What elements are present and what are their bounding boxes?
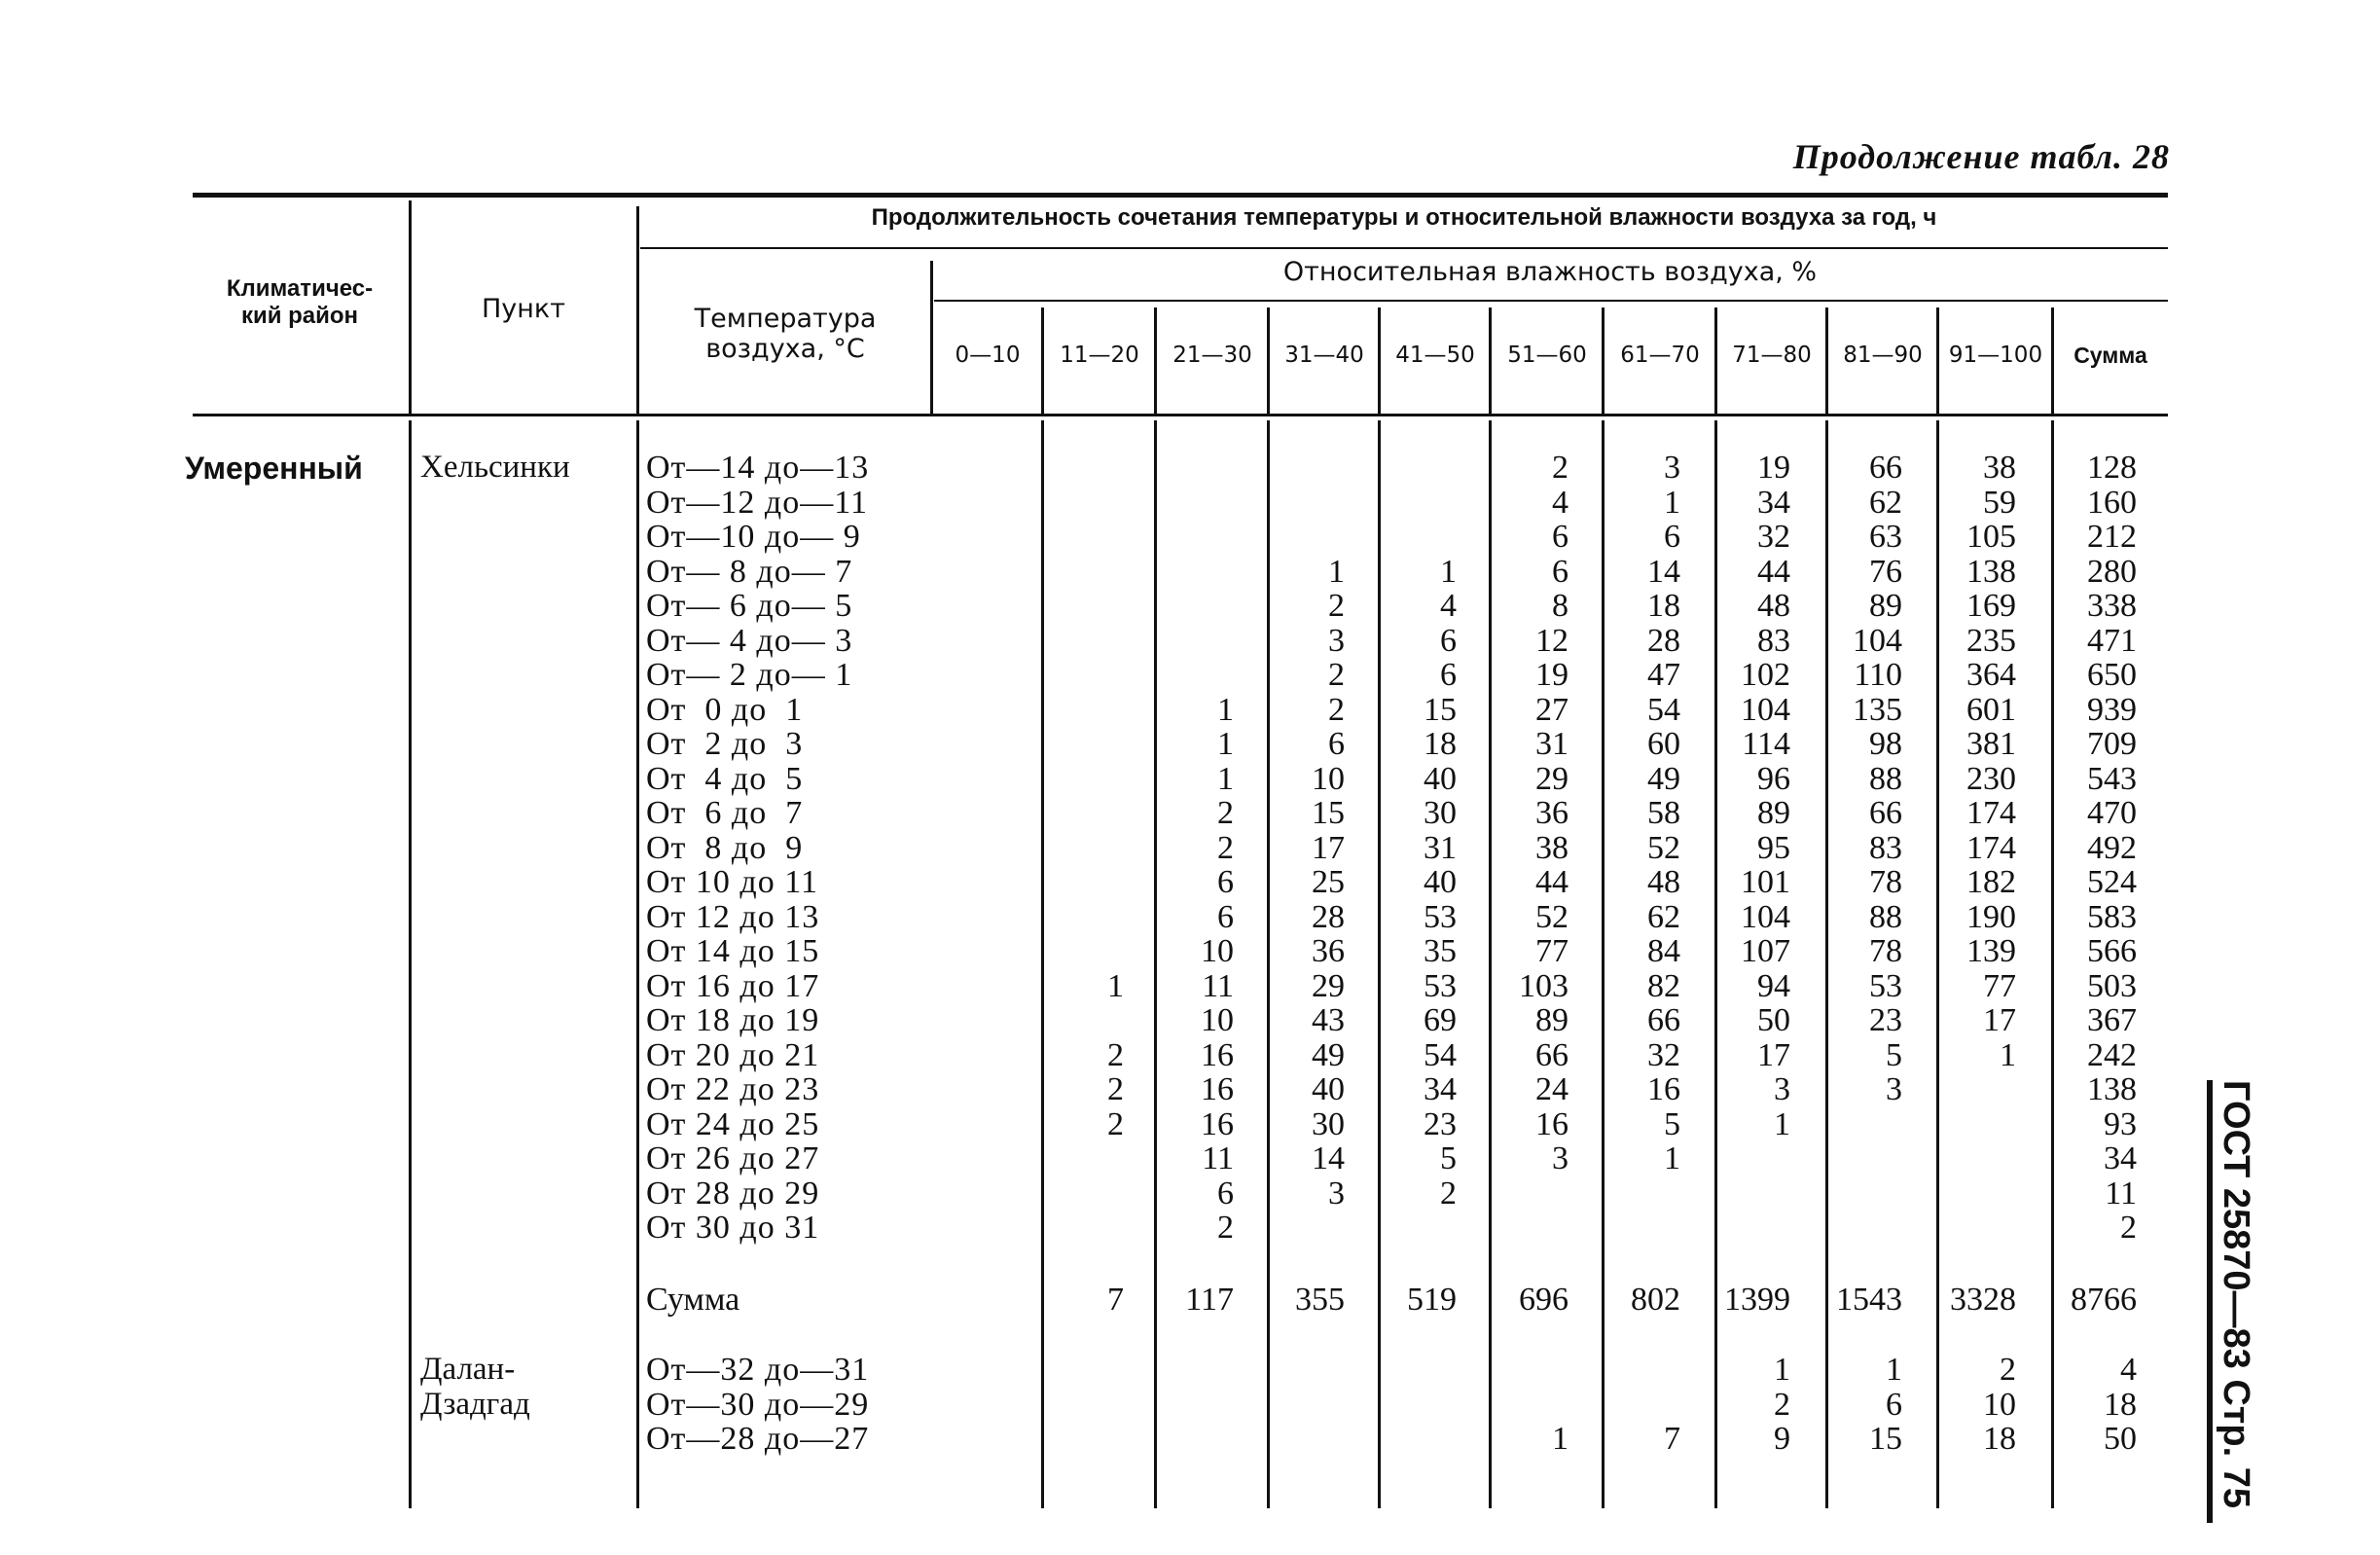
temperature-range: От 22 до 23 xyxy=(646,1071,820,1107)
data-row-cell: 543 xyxy=(2087,760,2137,797)
data-row-cell: 6 xyxy=(1217,1175,1234,1211)
data-row-cell: 10 xyxy=(1201,1002,1234,1038)
data-row-cell: 52 xyxy=(1535,898,1569,935)
data-row-cell: 23 xyxy=(1869,1002,1902,1038)
region-name: Умеренный xyxy=(185,451,363,486)
header-region xyxy=(193,275,407,329)
data-row-cell: 2 xyxy=(2120,1210,2137,1246)
data-row-cell: 4 xyxy=(2120,1352,2137,1388)
data-row-cell: 102 xyxy=(1741,657,1790,693)
data-row-cell: 77 xyxy=(1983,967,2016,1004)
temperature-range: От— 8 до— 7 xyxy=(646,553,853,590)
data-row-cell: 1 xyxy=(1664,484,1680,521)
data-row-cell: 6 xyxy=(1886,1386,1902,1423)
data-row-cell: 25 xyxy=(1312,864,1345,900)
data-row-cell: 101 xyxy=(1741,864,1790,900)
data-row-cell: 30 xyxy=(1312,1105,1345,1142)
header-temperature-line2: воздуха, °С xyxy=(705,334,865,365)
data-row-cell: 1 xyxy=(1217,760,1234,797)
header-column-divider xyxy=(1267,307,1270,414)
data-row-cell: 1 xyxy=(1552,1421,1569,1457)
data-row-cell: 7 xyxy=(1664,1421,1680,1457)
humidity-rule xyxy=(934,300,2168,302)
data-row-cell: 174 xyxy=(1966,795,2016,831)
data-row-cell: 89 xyxy=(1757,795,1790,831)
data-row-cell: 34 xyxy=(1424,1071,1457,1107)
sum-row-cell: 355 xyxy=(1295,1282,1345,1318)
data-row-cell: 135 xyxy=(1853,691,1902,728)
data-row-cell: 53 xyxy=(1869,967,1902,1004)
header-temperature-line1: Температура xyxy=(694,304,877,334)
header-duration: Продолжительность сочетания температуры и относительной влажности воздуха за год, ч xyxy=(871,204,1937,231)
data-row-cell: 15 xyxy=(1424,691,1457,728)
temperature-range: От 12 до 13 xyxy=(646,898,820,935)
data-row-cell: 17 xyxy=(1757,1036,1790,1073)
header-column-divider xyxy=(1154,307,1157,414)
data-row-cell: 3 xyxy=(1552,1140,1569,1176)
temperature-range: От 16 до 17 xyxy=(646,967,820,1004)
temperature-range: От—14 до—13 xyxy=(646,450,870,486)
column-header: 91—100 xyxy=(1948,343,2043,368)
header-column-divider xyxy=(1489,307,1492,414)
data-row-cell: 235 xyxy=(1966,622,2016,659)
data-row-cell: 2 xyxy=(1552,450,1569,486)
data-row-cell: 15 xyxy=(1312,795,1345,831)
data-row-cell: 601 xyxy=(1966,691,2016,728)
column-header: 61—70 xyxy=(1620,343,1700,368)
data-row-cell: 88 xyxy=(1869,898,1902,935)
data-row-cell: 48 xyxy=(1647,864,1680,900)
data-row-cell: 54 xyxy=(1647,691,1680,728)
temperature-range: От 24 до 25 xyxy=(646,1105,820,1142)
data-row-cell: 53 xyxy=(1424,898,1457,935)
data-row-cell: 242 xyxy=(2087,1036,2137,1073)
data-row-cell: 40 xyxy=(1312,1071,1345,1107)
data-row-cell: 583 xyxy=(2087,898,2137,935)
data-row-cell: 19 xyxy=(1757,450,1790,486)
data-row-cell: 82 xyxy=(1647,967,1680,1004)
data-row-cell: 69 xyxy=(1424,1002,1457,1038)
data-row-cell: 10 xyxy=(1983,1386,2016,1423)
data-row-cell: 16 xyxy=(1201,1036,1234,1073)
data-row-cell: 18 xyxy=(2104,1386,2137,1423)
temperature-range: От 0 до 1 xyxy=(646,691,804,728)
data-row-cell: 5 xyxy=(1440,1140,1457,1176)
data-row-cell: 2 xyxy=(1107,1071,1124,1107)
data-row-cell: 23 xyxy=(1424,1105,1457,1142)
data-row-cell: 1 xyxy=(1774,1105,1790,1142)
data-row-cell: 12 xyxy=(1535,622,1569,659)
data-row-cell: 62 xyxy=(1647,898,1680,935)
temperature-range: От—28 до—27 xyxy=(646,1421,870,1457)
data-row-cell: 32 xyxy=(1647,1036,1680,1073)
data-row-cell: 54 xyxy=(1424,1036,1457,1073)
data-row-cell: 1 xyxy=(1664,1140,1680,1176)
data-row-cell: 1 xyxy=(1440,553,1457,590)
data-row-cell: 83 xyxy=(1869,829,1902,866)
data-row-cell: 14 xyxy=(1647,553,1680,590)
data-row-cell: 1 xyxy=(1886,1352,1902,1388)
column-header: 51—60 xyxy=(1507,343,1587,368)
data-row-cell: 160 xyxy=(2087,484,2137,521)
sum-row-cell: 3328 xyxy=(1950,1282,2016,1318)
data-row-cell: 2 xyxy=(1328,588,1345,624)
data-row-cell: 66 xyxy=(1535,1036,1569,1073)
data-row-cell: 470 xyxy=(2087,795,2137,831)
temperature-range: От—30 до—29 xyxy=(646,1386,870,1423)
data-row-cell: 6 xyxy=(1664,519,1680,555)
body-divider xyxy=(636,420,639,1508)
data-row-cell: 43 xyxy=(1312,1002,1345,1038)
column-header: Сумма xyxy=(2073,343,2147,368)
data-row-cell: 212 xyxy=(2087,519,2137,555)
data-row-cell: 3 xyxy=(1328,622,1345,659)
sum-row-cell: 696 xyxy=(1519,1282,1569,1318)
data-row-cell: 338 xyxy=(2087,588,2137,624)
column-header: 41—50 xyxy=(1395,343,1475,368)
data-row-cell: 35 xyxy=(1424,933,1457,969)
data-row-cell: 6 xyxy=(1552,553,1569,590)
station-name: Хельсинки xyxy=(420,450,570,485)
data-row-cell: 93 xyxy=(2104,1105,2137,1142)
data-row-cell: 18 xyxy=(1424,726,1457,762)
header-divider xyxy=(409,200,412,414)
data-row-cell: 5 xyxy=(1886,1036,1902,1073)
data-row-cell: 31 xyxy=(1424,829,1457,866)
column-header: 21—30 xyxy=(1172,343,1252,368)
data-row-cell: 6 xyxy=(1328,726,1345,762)
data-row-cell: 66 xyxy=(1647,1002,1680,1038)
data-row-cell: 32 xyxy=(1757,519,1790,555)
data-row-cell: 16 xyxy=(1535,1105,1569,1142)
data-row-cell: 182 xyxy=(1966,864,2016,900)
data-row-cell: 2 xyxy=(1328,657,1345,693)
data-row-cell: 31 xyxy=(1535,726,1569,762)
temperature-range: От 28 до 29 xyxy=(646,1175,820,1211)
data-row-cell: 96 xyxy=(1757,760,1790,797)
temperature-range: От—12 до—11 xyxy=(646,484,868,521)
data-row-cell: 169 xyxy=(1966,588,2016,624)
data-row-cell: 16 xyxy=(1201,1071,1234,1107)
data-row-cell: 76 xyxy=(1869,553,1902,590)
header-column-divider xyxy=(1378,307,1381,414)
data-row-cell: 40 xyxy=(1424,864,1457,900)
station-name: Дзадгад xyxy=(420,1387,530,1422)
data-row-cell: 48 xyxy=(1757,588,1790,624)
header-region-line1: Климатичес- xyxy=(226,275,374,302)
data-row-cell: 709 xyxy=(2087,726,2137,762)
data-row-cell: 128 xyxy=(2087,450,2137,486)
header-divider xyxy=(636,206,639,414)
data-row-cell: 17 xyxy=(1983,1002,2016,1038)
data-row-cell: 40 xyxy=(1424,760,1457,797)
data-row-cell: 5 xyxy=(1664,1105,1680,1142)
temperature-range: От 20 до 21 xyxy=(646,1036,820,1073)
data-row-cell: 230 xyxy=(1966,760,2016,797)
data-row-cell: 138 xyxy=(1966,553,2016,590)
data-row-cell: 53 xyxy=(1424,967,1457,1004)
data-row-cell: 28 xyxy=(1312,898,1345,935)
data-row-cell: 139 xyxy=(1966,933,2016,969)
data-row-cell: 2 xyxy=(1440,1175,1457,1211)
temperature-range: От 10 до 11 xyxy=(646,864,818,900)
sum-row-cell: 8766 xyxy=(2071,1282,2137,1318)
data-row-cell: 78 xyxy=(1869,864,1902,900)
sum-row-cell: 1543 xyxy=(1836,1282,1902,1318)
data-row-cell: 3 xyxy=(1774,1071,1790,1107)
data-row-cell: 6 xyxy=(1440,622,1457,659)
data-row-cell: 14 xyxy=(1312,1140,1345,1176)
data-row-cell: 105 xyxy=(1966,519,2016,555)
data-row-cell: 8 xyxy=(1552,588,1569,624)
data-row-cell: 566 xyxy=(2087,933,2137,969)
sum-label: Сумма xyxy=(646,1282,740,1318)
data-row-cell: 2 xyxy=(1107,1105,1124,1142)
data-row-cell: 1 xyxy=(1217,691,1234,728)
temperature-range: От 6 до 7 xyxy=(646,795,804,831)
data-row-cell: 34 xyxy=(1757,484,1790,521)
data-row-cell: 95 xyxy=(1757,829,1790,866)
header-divider xyxy=(930,261,933,414)
header-point: Пункт xyxy=(482,294,565,324)
body-column-divider xyxy=(1041,420,1044,1508)
header-region-line2: кий район xyxy=(240,302,359,329)
data-row-cell: 471 xyxy=(2087,622,2137,659)
data-row-cell: 107 xyxy=(1741,933,1790,969)
data-row-cell: 36 xyxy=(1312,933,1345,969)
data-row-cell: 27 xyxy=(1535,691,1569,728)
column-header: 11—20 xyxy=(1060,343,1139,368)
header-column-divider xyxy=(1936,307,1939,414)
data-row-cell: 44 xyxy=(1757,553,1790,590)
data-row-cell: 524 xyxy=(2087,864,2137,900)
duration-rule xyxy=(640,247,2168,249)
data-row-cell: 939 xyxy=(2087,691,2137,728)
data-row-cell: 19 xyxy=(1535,657,1569,693)
header-column-divider xyxy=(1041,307,1044,414)
data-row-cell: 6 xyxy=(1552,519,1569,555)
data-row-cell: 10 xyxy=(1201,933,1234,969)
data-row-cell: 1 xyxy=(2000,1036,2016,1073)
header-column-divider xyxy=(2051,307,2054,414)
data-row-cell: 103 xyxy=(1519,967,1569,1004)
data-row-cell: 104 xyxy=(1853,622,1902,659)
data-row-cell: 3 xyxy=(1664,450,1680,486)
data-row-cell: 49 xyxy=(1312,1036,1345,1073)
data-row-cell: 50 xyxy=(1757,1002,1790,1038)
temperature-range: От 4 до 5 xyxy=(646,760,804,797)
data-row-cell: 650 xyxy=(2087,657,2137,693)
temperature-range: От—32 до—31 xyxy=(646,1352,870,1388)
temperature-range: От— 6 до— 5 xyxy=(646,588,853,624)
data-row-cell: 2 xyxy=(2000,1352,2016,1388)
temperature-range: От—10 до— 9 xyxy=(646,519,861,555)
data-row-cell: 88 xyxy=(1869,760,1902,797)
body-divider xyxy=(409,420,412,1508)
header-humidity: Относительная влажность воздуха, % xyxy=(1282,257,1818,287)
data-row-cell: 1 xyxy=(1107,967,1124,1004)
data-row-cell: 3 xyxy=(1328,1175,1345,1211)
data-row-cell: 38 xyxy=(1983,450,2016,486)
data-row-cell: 24 xyxy=(1535,1071,1569,1107)
data-row-cell: 2 xyxy=(1217,829,1234,866)
data-row-cell: 15 xyxy=(1869,1421,1902,1457)
data-row-cell: 30 xyxy=(1424,795,1457,831)
sum-row-cell: 117 xyxy=(1185,1282,1234,1318)
data-row-cell: 3 xyxy=(1886,1071,1902,1107)
data-row-cell: 18 xyxy=(1983,1421,2016,1457)
sum-row-cell: 7 xyxy=(1107,1282,1124,1318)
data-row-cell: 18 xyxy=(1647,588,1680,624)
side-label-text: ГОСТ 25870—83 Стр. 75 xyxy=(2216,1080,2256,1509)
header-temperature xyxy=(642,304,928,364)
data-row-cell: 2 xyxy=(1217,1210,1234,1246)
temperature-range: От 26 до 27 xyxy=(646,1140,820,1176)
data-row-cell: 36 xyxy=(1535,795,1569,831)
data-row-cell: 280 xyxy=(2087,553,2137,590)
data-row-cell: 2 xyxy=(1217,795,1234,831)
data-row-cell: 78 xyxy=(1869,933,1902,969)
data-row-cell: 11 xyxy=(1202,1140,1234,1176)
data-row-cell: 83 xyxy=(1757,622,1790,659)
data-row-cell: 11 xyxy=(1202,967,1234,1004)
header-column-divider xyxy=(1602,307,1605,414)
data-row-cell: 174 xyxy=(1966,829,2016,866)
data-row-cell: 52 xyxy=(1647,829,1680,866)
data-row-cell: 16 xyxy=(1201,1105,1234,1142)
data-row-cell: 38 xyxy=(1535,829,1569,866)
data-row-cell: 381 xyxy=(1966,726,2016,762)
column-header: 71—80 xyxy=(1732,343,1812,368)
side-label xyxy=(2207,1080,2265,1528)
station-name: Далан- xyxy=(420,1352,516,1387)
continuation-caption: Продолжение табл. 28 xyxy=(1792,137,2170,176)
data-row-cell: 4 xyxy=(1552,484,1569,521)
data-row-cell: 104 xyxy=(1741,691,1790,728)
data-row-cell: 114 xyxy=(1742,726,1790,762)
data-row-cell: 6 xyxy=(1440,657,1457,693)
data-row-cell: 4 xyxy=(1440,588,1457,624)
data-row-cell: 10 xyxy=(1312,760,1345,797)
data-row-cell: 29 xyxy=(1312,967,1345,1004)
data-row-cell: 29 xyxy=(1535,760,1569,797)
temperature-range: От 18 до 19 xyxy=(646,1002,820,1038)
data-row-cell: 94 xyxy=(1757,967,1790,1004)
data-row-cell: 367 xyxy=(2087,1002,2137,1038)
data-row-cell: 138 xyxy=(2087,1071,2137,1107)
data-row-cell: 47 xyxy=(1647,657,1680,693)
data-row-cell: 503 xyxy=(2087,967,2137,1004)
temperature-range: От 30 до 31 xyxy=(646,1210,820,1246)
data-row-cell: 17 xyxy=(1312,829,1345,866)
data-row-cell: 364 xyxy=(1966,657,2016,693)
data-row-cell: 98 xyxy=(1869,726,1902,762)
data-row-cell: 50 xyxy=(2104,1421,2137,1457)
data-row-cell: 1 xyxy=(1774,1352,1790,1388)
data-row-cell: 58 xyxy=(1647,795,1680,831)
data-row-cell: 49 xyxy=(1647,760,1680,797)
column-header: 31—40 xyxy=(1284,343,1364,368)
data-row-cell: 77 xyxy=(1535,933,1569,969)
temperature-range: От 2 до 3 xyxy=(646,726,804,762)
data-row-cell: 63 xyxy=(1869,519,1902,555)
data-row-cell: 492 xyxy=(2087,829,2137,866)
data-row-cell: 62 xyxy=(1869,484,1902,521)
data-row-cell: 34 xyxy=(2104,1140,2137,1176)
data-row-cell: 59 xyxy=(1983,484,2016,521)
data-row-cell: 60 xyxy=(1647,726,1680,762)
data-row-cell: 110 xyxy=(1854,657,1902,693)
header-column-divider xyxy=(1714,307,1717,414)
sum-row-cell: 802 xyxy=(1631,1282,1680,1318)
data-row-cell: 44 xyxy=(1535,864,1569,900)
data-row-cell: 66 xyxy=(1869,795,1902,831)
column-header: 81—90 xyxy=(1843,343,1923,368)
header-column-divider xyxy=(1825,307,1828,414)
temperature-range: От 14 до 15 xyxy=(646,933,820,969)
data-row-cell: 6 xyxy=(1217,898,1234,935)
data-row-cell: 16 xyxy=(1647,1071,1680,1107)
data-row-cell: 66 xyxy=(1869,450,1902,486)
data-row-cell: 2 xyxy=(1107,1036,1124,1073)
temperature-range: От— 4 до— 3 xyxy=(646,622,853,659)
column-header: 0—10 xyxy=(955,343,1021,368)
data-row-cell: 6 xyxy=(1217,864,1234,900)
data-row-cell: 28 xyxy=(1647,622,1680,659)
data-row-cell: 89 xyxy=(1869,588,1902,624)
data-row-cell: 104 xyxy=(1741,898,1790,935)
data-row-cell: 11 xyxy=(2105,1175,2137,1211)
sum-row-cell: 1399 xyxy=(1724,1282,1790,1318)
data-row-cell: 89 xyxy=(1535,1002,1569,1038)
sum-row-cell: 519 xyxy=(1407,1282,1457,1318)
data-row-cell: 1 xyxy=(1217,726,1234,762)
data-row-cell: 84 xyxy=(1647,933,1680,969)
data-row-cell: 1 xyxy=(1328,553,1345,590)
top-rule xyxy=(193,193,2168,198)
temperature-range: От 8 до 9 xyxy=(646,829,804,866)
data-row-cell: 2 xyxy=(1328,691,1345,728)
data-row-cell: 9 xyxy=(1774,1421,1790,1457)
data-row-cell: 190 xyxy=(1966,898,2016,935)
data-row-cell: 2 xyxy=(1774,1386,1790,1423)
header-bottom-rule xyxy=(193,414,2168,416)
temperature-range: От— 2 до— 1 xyxy=(646,657,853,693)
